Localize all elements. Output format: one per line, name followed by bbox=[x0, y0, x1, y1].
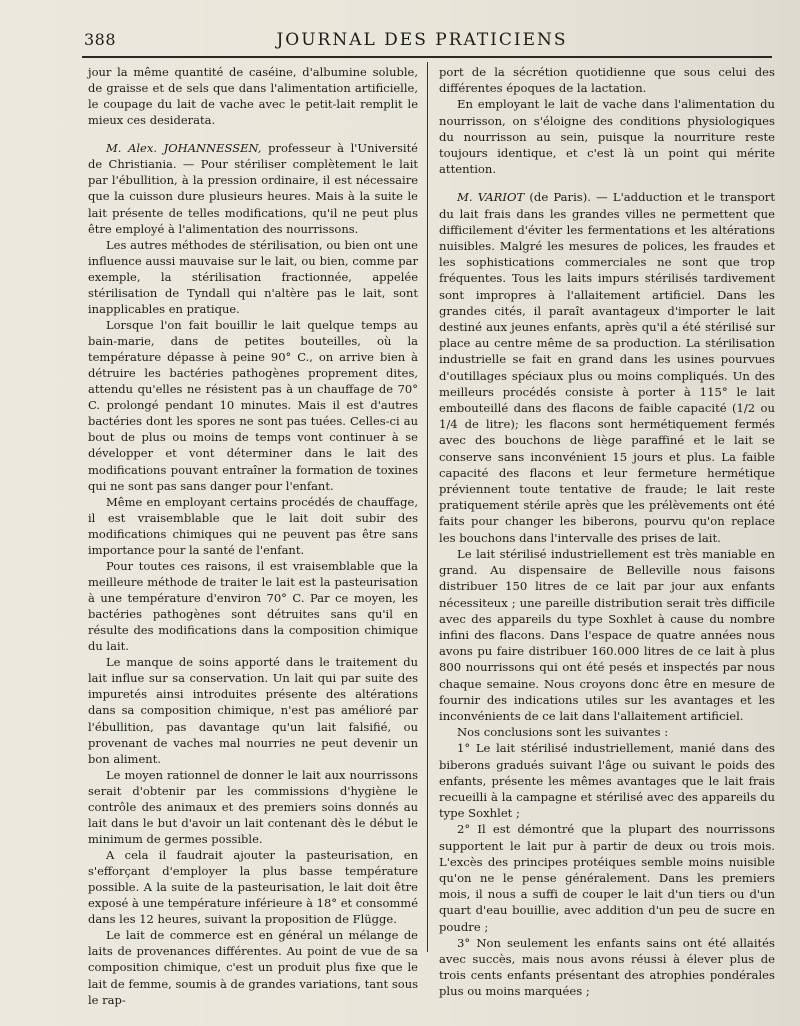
paragraph: Le moyen rationnel de donner le lait aux nourrissons serait d'obtenir par les commissions d'hygiène le contrôle des animaux et des premiers soins donnés au lait dans le but d'avoir un lait contenant dès le début le minimum de germes possible. bbox=[88, 767, 418, 846]
paragraph: Le lait stérilisé industriellement est très maniable en grand. Au dispensaire de Belleville nous faisons distribuer 150 litres de ce lait par jour aux enfants nécessiteux ; une pareille distribution serait très difficile avec des appareils du type Soxhlet à cause du nombre infini des flacons. Dans l'espace de quatre années nous avons pu faire distribuer 160.000 litres de ce lait à plus 800 nourrissons qui ont été pesés et inspectés par nous chaque semaine. Nous croyons donc être en mesure de fournir des indications utiles sur les avantages et les inconvénients de ce lait dans l'allaitement artificiel. bbox=[439, 546, 775, 723]
paragraph: Pour toutes ces raisons, il est vraisemblable que la meilleure méthode de traiter le lait est la pasteurisation à une température d'environ 70° C. Par ce moyen, les bactéries pathogènes sont détruites sans qu'il en résulte des modifications dans la composition chimique du lait. bbox=[88, 558, 418, 654]
paragraph: Lorsque l'on fait bouillir le lait quelque temps au bain-marie, dans de petites bouteilles, où la température dépasse à peine 90° C., on arrive bien à détruire les bactéries pathogènes proprement dites, attendu qu'elles ne résistent pas à un chauffage de 70° C. prolongé pendant 10 minutes. Mais il est d'autres bactéries dont les spores ne sont pas tuées. Celles-ci au bout de plus ou moins de temps vont continuer à se développer et vont déterminer dans le lait des modifications pouvant entraîner la formation de toxines qui ne sont pas sans danger pour l'enfant. bbox=[88, 317, 418, 493]
paragraph-johannessen bbox=[88, 140, 418, 236]
header-rule bbox=[82, 56, 772, 58]
paragraph-variot bbox=[439, 189, 775, 545]
paragraph-continuation: port de la sécrétion quotidienne que sous celui des différentes époques de la lactation. bbox=[439, 65, 775, 96]
variot-text: (de Paris). — L'adduction et le transport du lait frais dans les grandes villes ne permettent que difficilement d'éviter les fermentations et les altérations nuisibles. Malgré les mesures de polices, les fraudes et les sophistications commerciales ne sont que trop fréquentes. Tous les laits impurs stérilisés tardivement sont impropres à l'allaitement artificiel. Dans les grandes cités, il paraît avantageux d'importer le lait destiné aux jeunes enfants, après qu'il a été stérilisé sur place au centre même de sa production. La stérilisation industrielle se fait en grand dans les usines pourvues d'outillages spéciaux plus ou moins compliqués. Un des meilleurs procédés consiste à porter à 115° le lait embouteillé dans des flacons de faible capacité (1/2 ou 1/4 de litre); les flacons sont hermétiquement fermés avec des bouchons de liège paraffiné et le lait se conserve sans inconvénient 15 jours et plus. La faible capacité des flacons et leur fermeture hermétique préviennent toute tentative de fraude; le lait reste pratiquement stérile après que les prélèvements ont été faits pour changer les biberons, pourvu qu'on replace les bouchons dans l'intervalle des prises de lait. bbox=[439, 190, 776, 545]
paragraph-continuation: jour la même quantité de caséine, d'albumine soluble, de graisse et de sels que dans l'alimentation artificielle, le coupage du lait de vache avec le petit-lait remplit le mieux ces desiderata. bbox=[88, 65, 418, 128]
paragraph: Même en employant certains procédés de chauffage, il est vraisemblable que le lait doit subir des modifications chimiques qui ne peuvent pas être sans importance pour la santé de l'enfant. bbox=[88, 494, 418, 557]
author-variot: M. VARIOT bbox=[457, 190, 525, 205]
conclusion-item-2: 2° Il est démontré que la plupart des nourrissons supportent le lait pur à partir de deux ou trois mois. L'excès des principes protéiques semble moins nuisible qu'on ne le pense généralement. Dans les premiers mois, il nous a suffi de couper le lait d'un tiers ou d'un quart d'eau bouillie, avec addition d'un peu de sucre en poudre ; bbox=[439, 822, 775, 934]
paragraph: A cela il faudrait ajouter la pasteurisation, en s'efforçant d'employer la plus basse température possible. A la suite de la pasteurisation, le lait doit être exposé à une température inférieure à 18° et consommé dans les 12 heures, suivant la proposition de Flügge. bbox=[88, 848, 418, 927]
author-johannessen: M. Alex. JOHANNESSEN, bbox=[106, 141, 262, 156]
johannessen-text: professeur à l'Université de Christiania. — Pour stériliser complètement le lait par l'ébullition, à la pression ordinaire, il est nécessaire que la cuisson dure plusieurs heures. Mais à la suite le lait présente de telles modifications, qu'il ne peut plus être employé à l'alimentation des nourrissons. bbox=[88, 141, 418, 236]
right-column bbox=[439, 64, 775, 1000]
paragraph: Le manque de soins apporté dans le traitement du lait influe sur sa conservation. Un lait qui par suite des impuretés ainsi introduites présente des altérations dans sa composition chimique, n'est pas amélioré par l'ébullition, pas davantage qu'un lait falsifié, ou provenant de vaches mal nourries ne peut devenir un bon aliment. bbox=[88, 655, 418, 766]
running-head bbox=[82, 30, 762, 52]
page-number: 388 bbox=[84, 30, 117, 49]
journal-title: JOURNAL DES PRATICIENS bbox=[276, 30, 568, 50]
paragraph: Les autres méthodes de stérilisation, ou bien ont une influence aussi mauvaise sur le lait, ou bien, comme par exemple, la stérilisation fractionnée, appelée stérilisation de Tyndall qui n'altère pas le lait, sont inapplicables en pratique. bbox=[88, 237, 418, 316]
left-column bbox=[88, 64, 418, 1008]
column-divider bbox=[427, 62, 428, 952]
paragraph: En employant le lait de vache dans l'alimentation du nourrisson, on s'éloigne des conditions physiologiques du nourrisson au sein, puisque la nourriture reste toujours identique, et c'est là un point qui mérite attention. bbox=[439, 97, 775, 177]
conclusion-item-3: 3° Non seulement les enfants sains ont été allaités avec succès, mais nous avons réussi à élever plus de trois cents enfants présentant des atrophies pondérales plus ou moins marquées ; bbox=[439, 935, 775, 999]
conclusion-item-1: 1° Le lait stérilisé industriellement, manié dans des biberons gradués suivant l'âge ou suivant le poids des enfants, présente les mêmes avantages que le lait frais recueilli à la campagne et stérilisé avec des appareils du type Soxhlet ; bbox=[439, 741, 775, 821]
paragraph-conclusions-intro: Nos conclusions sont les suivantes : bbox=[457, 725, 669, 740]
paragraph: Le lait de commerce est en général un mélange de laits de provenances différentes. Au point de vue de sa composition chimique, c'est un produit plus fixe que le lait de femme, soumis à de grandes variations, tant sous le rap- bbox=[88, 928, 418, 1007]
